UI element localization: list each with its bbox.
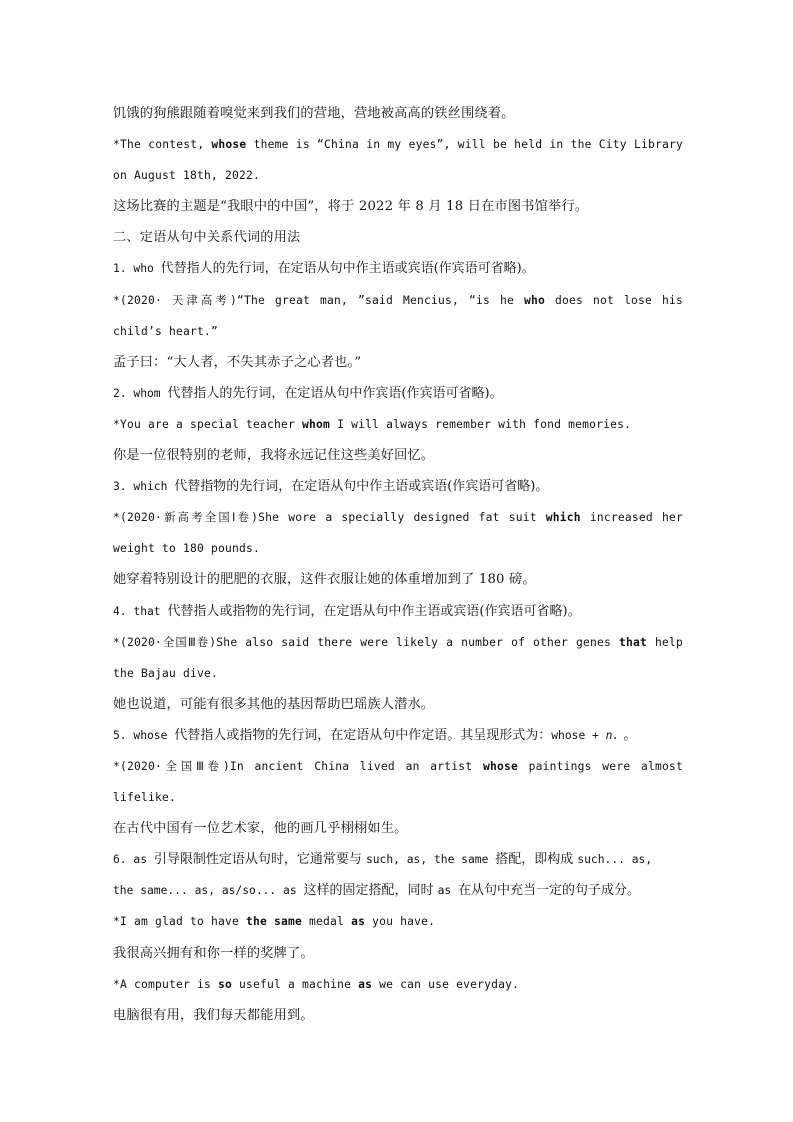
text-line (113, 440, 683, 471)
text-segment: 代替指物的先行词，在定语从句中作主语或宾语(作宾语可省略)。 (174, 479, 549, 495)
text-segment: help (647, 635, 683, 649)
text-segment: does not lose his (544, 293, 683, 307)
text-segment: lifelike. (113, 791, 177, 805)
bold-keyword: as (358, 977, 373, 991)
text-line (113, 720, 683, 751)
text-segment: n. (605, 728, 620, 742)
text-line (113, 253, 683, 284)
text-segment: *The contest, (113, 138, 212, 152)
text-line (113, 658, 683, 689)
text-segment: 引导限制性定语从句时，它通常要与 (153, 852, 366, 868)
text-segment: 2. whom (113, 386, 168, 400)
document-body (113, 98, 683, 1031)
text-line (113, 689, 683, 720)
text-line (113, 378, 683, 409)
bold-keyword: which (545, 511, 581, 525)
text-line (113, 564, 683, 595)
text-line (113, 844, 683, 875)
text-segment: on August 18th, 2022. (113, 169, 261, 183)
text-segment: 代替指人的先行词，在定语从句中作宾语(作宾语可省略)。 (167, 385, 503, 401)
text-segment: 在古代中国有一位艺术家，他的画几乎栩栩如生。 (113, 821, 408, 837)
text-line (113, 596, 683, 627)
text-segment: 代替指人或指物的先行词，在定语从句中作主语或宾语(作宾语可省略)。 (167, 603, 581, 619)
bold-keyword: the same (246, 915, 303, 929)
text-segment: 这场比赛的主题是“我眼中的中国”，将于 2022 年 8 月 18 日在市图书馆举行。 (113, 199, 589, 215)
text-segment: 你是一位很特别的老师，我将永远记住这些美好回忆。 (113, 448, 435, 464)
text-segment: 3. which (113, 480, 175, 494)
text-line (113, 160, 683, 191)
text-segment: 她穿着特别设计的肥肥的衣服，这件衣服让她的体重增加到了 180 磅。 (113, 572, 536, 588)
text-segment: *(2020·全国Ⅲ卷)In ancient China lived an artist (113, 759, 483, 773)
text-line (113, 285, 683, 316)
text-segment: 5. whose (113, 728, 175, 742)
text-segment: the same... as, as/so... as (113, 884, 304, 898)
text-segment: 代替指人或指物的先行词，在定语从句中作定语。其呈现形式为： (174, 727, 552, 743)
text-segment: *(2020·新高考全国Ⅰ卷)She wore a specially designed fat suit (113, 511, 546, 525)
text-segment: such... as, (577, 853, 653, 867)
text-line (113, 98, 683, 129)
text-segment: *You are a special teacher (113, 417, 303, 431)
text-segment: 孟子曰：“大人者，不失其赤子之心者也。” (113, 354, 362, 370)
text-segment: 二、定语从句中关系代词的用法 (113, 230, 301, 246)
text-line (113, 316, 683, 347)
text-line (113, 813, 683, 844)
bold-keyword: whom (302, 417, 331, 431)
text-line (113, 938, 683, 969)
text-segment: *A computer is (113, 977, 219, 991)
text-segment: 代替指人的先行词，在定语从句中作主语或宾语(作宾语可省略)。 (160, 261, 535, 277)
text-segment: 饥饿的狗熊跟随着嗅觉来到我们的营地，营地被高高的铁丝围绕着。 (113, 106, 515, 121)
bold-keyword: who (523, 293, 545, 307)
text-segment: 我很高兴拥有和你一样的奖牌了。 (113, 945, 314, 961)
text-line (113, 782, 683, 813)
text-segment: the Bajau dive. (113, 666, 219, 680)
text-segment: 这样的固定搭配，同时 (303, 883, 438, 899)
text-line (113, 347, 683, 378)
text-segment: we can use everyday. (372, 977, 520, 991)
text-segment: such, as, the same (365, 853, 496, 867)
text-line (113, 906, 683, 937)
text-segment: 6. as (113, 853, 154, 867)
text-segment: child’s heart.” (113, 324, 219, 338)
text-segment: 搭配，即构成 (495, 852, 578, 868)
text-segment: *(2020·全国Ⅲ卷)She also said there were likely a number of other genes (113, 635, 619, 649)
text-segment: 电脑很有用，我们每天都能用到。 (113, 1007, 314, 1023)
text-segment: you have. (365, 915, 436, 929)
text-segment: increased her (580, 511, 683, 525)
text-segment: as (437, 884, 458, 898)
text-segment: *(2020· 天津高考)“The great man, ”said Mencius, “is he (113, 293, 524, 307)
bold-keyword: whose (482, 759, 518, 773)
text-segment: paintings were almost (517, 759, 683, 773)
text-line (113, 533, 683, 564)
text-segment: theme is “China in my eyes”, will be held in the City Library (246, 138, 683, 152)
text-segment: weight to 180 pounds. (113, 542, 261, 556)
bold-keyword: whose (211, 138, 247, 152)
text-segment: 4. that (113, 604, 168, 618)
text-line (113, 751, 683, 782)
text-line (113, 627, 683, 658)
text-segment: medal (302, 915, 352, 929)
text-segment: 她也说道，可能有很多其他的基因帮助巴瑶族人潜水。 (113, 696, 435, 712)
bold-keyword: so (218, 977, 233, 991)
text-line (113, 875, 683, 906)
text-line (113, 1000, 683, 1031)
text-segment: 。 (619, 727, 637, 743)
text-line (113, 409, 683, 440)
bold-keyword: as (351, 915, 366, 929)
text-line (113, 969, 683, 1000)
text-segment: I will always remember with fond memories. (330, 417, 632, 431)
text-segment: useful a machine (232, 977, 359, 991)
text-line (113, 129, 683, 160)
text-line (113, 191, 683, 222)
text-segment: 1. who (113, 262, 161, 276)
text-segment: *I am glad to have (113, 915, 247, 929)
text-line (113, 222, 683, 253)
bold-keyword: that (619, 635, 648, 649)
text-segment: 在从句中充当一定的句子成分。 (457, 883, 640, 899)
text-line (113, 502, 683, 533)
text-segment: whose + (551, 728, 606, 742)
text-line (113, 471, 683, 502)
